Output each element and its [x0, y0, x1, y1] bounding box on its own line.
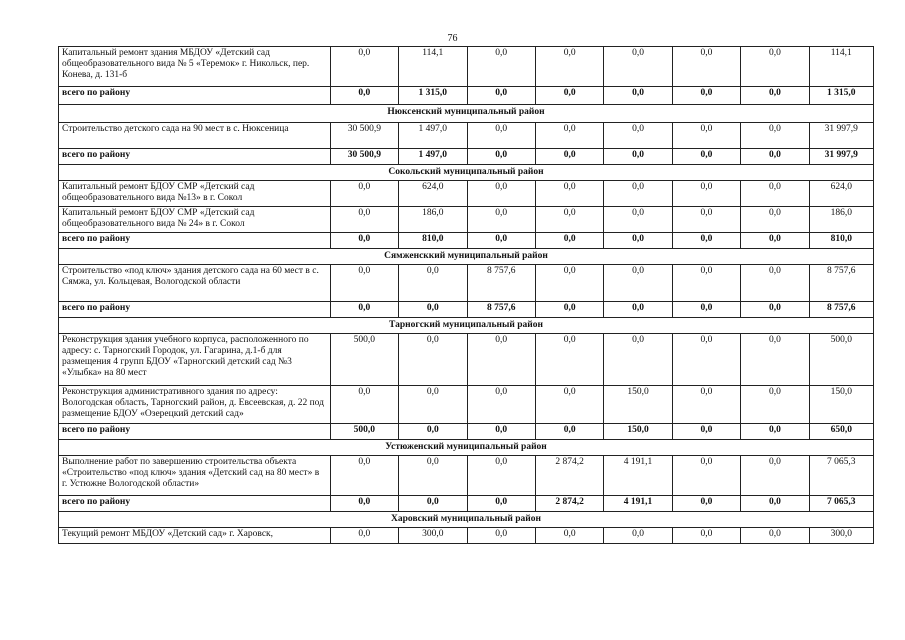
value-cell: 30 500,9	[330, 149, 398, 165]
district-header-row	[59, 318, 874, 334]
total-label: всего по району	[59, 149, 331, 165]
value-cell: 0,0	[330, 207, 398, 233]
value-cell: 114,1	[399, 47, 467, 87]
value-cell: 0,0	[672, 123, 740, 149]
object-name: Строительство детского сада на 90 мест в с. Нюксеница	[59, 123, 331, 149]
value-cell: 0,0	[330, 87, 398, 105]
value-cell: 0,0	[330, 496, 398, 512]
value-cell: 0,0	[535, 334, 603, 386]
total-value-cell: 1 315,0	[809, 87, 873, 105]
district-name: Тарногский муниципальный район	[59, 318, 874, 334]
district-total-row	[59, 424, 874, 440]
value-cell: 0,0	[741, 47, 809, 87]
value-cell: 1 315,0	[399, 87, 467, 105]
value-cell: 0,0	[741, 149, 809, 165]
value-cell: 0,0	[672, 424, 740, 440]
total-value-cell: 7 065,3	[809, 496, 873, 512]
value-cell: 8 757,6	[467, 265, 535, 302]
value-cell: 0,0	[604, 334, 672, 386]
total-value-cell: 150,0	[809, 386, 873, 424]
object-name: Реконструкция административного здания по адресу: Вологодская область, Тарногский район, д. Евсеевская, д. 22 под размещение БДОУ «Озерецкий детский сад»	[59, 386, 331, 424]
value-cell: 0,0	[535, 233, 603, 249]
table-row	[59, 528, 874, 544]
value-cell: 0,0	[535, 528, 603, 544]
total-value-cell: 8 757,6	[809, 302, 873, 318]
district-total-row	[59, 302, 874, 318]
object-name: Капитальный ремонт здания МБДОУ «Детский сад общеобразовательного вида № 5 «Теремок» г. Никольск, пер. Конева, д. 131-б	[59, 47, 331, 87]
value-cell: 0,0	[741, 424, 809, 440]
total-label: всего по району	[59, 233, 331, 249]
value-cell: 0,0	[604, 47, 672, 87]
page-number: 76	[447, 33, 458, 44]
value-cell: 0,0	[604, 265, 672, 302]
district-header-row	[59, 440, 874, 456]
value-cell: 2 874,2	[535, 456, 603, 496]
district-total-row	[59, 496, 874, 512]
value-cell: 0,0	[467, 87, 535, 105]
total-value-cell: 31 997,9	[809, 149, 873, 165]
object-name: Реконструкция здания учебного корпуса, расположенного по адресу: с. Тарногский Городок, ул. Гагарина, д.1-б для размещения 4 групп БДОУ «Тарногский детский сад №3 «Улыбка» на 80 мест	[59, 334, 331, 386]
value-cell: 0,0	[399, 386, 467, 424]
value-cell: 150,0	[604, 424, 672, 440]
district-total-row	[59, 87, 874, 105]
district-header-row	[59, 249, 874, 265]
total-value-cell: 186,0	[809, 207, 873, 233]
value-cell: 624,0	[399, 181, 467, 207]
total-value-cell: 810,0	[809, 233, 873, 249]
value-cell: 0,0	[741, 334, 809, 386]
table-row	[59, 265, 874, 302]
value-cell: 0,0	[741, 496, 809, 512]
value-cell: 0,0	[672, 181, 740, 207]
value-cell: 0,0	[672, 47, 740, 87]
value-cell: 0,0	[467, 334, 535, 386]
object-name: Капитальный ремонт БДОУ СМР «Детский сад общеобразовательного вида №13» в г. Сокол	[59, 181, 331, 207]
district-name: Харовский муниципальный район	[59, 512, 874, 528]
value-cell: 0,0	[741, 233, 809, 249]
value-cell: 0,0	[604, 149, 672, 165]
object-name: Капитальный ремонт БДОУ СМР «Детский сад общеобразовательного вида № 24» в г. Сокол	[59, 207, 331, 233]
total-value-cell: 624,0	[809, 181, 873, 207]
value-cell: 0,0	[535, 386, 603, 424]
value-cell: 0,0	[672, 149, 740, 165]
value-cell: 0,0	[741, 87, 809, 105]
value-cell: 0,0	[604, 181, 672, 207]
value-cell: 500,0	[330, 424, 398, 440]
value-cell: 0,0	[399, 456, 467, 496]
value-cell: 0,0	[604, 207, 672, 233]
value-cell: 0,0	[535, 265, 603, 302]
table-body	[59, 47, 874, 544]
table-row	[59, 123, 874, 149]
value-cell: 0,0	[604, 528, 672, 544]
value-cell: 0,0	[535, 181, 603, 207]
value-cell: 0,0	[672, 265, 740, 302]
value-cell: 300,0	[399, 528, 467, 544]
value-cell: 0,0	[604, 233, 672, 249]
value-cell: 0,0	[330, 181, 398, 207]
value-cell: 0,0	[535, 207, 603, 233]
value-cell: 0,0	[330, 302, 398, 318]
value-cell: 0,0	[330, 386, 398, 424]
value-cell: 1 497,0	[399, 149, 467, 165]
value-cell: 0,0	[467, 528, 535, 544]
value-cell: 0,0	[672, 302, 740, 318]
total-value-cell: 114,1	[809, 47, 873, 87]
value-cell: 4 191,1	[604, 456, 672, 496]
object-name: Текущий ремонт МБДОУ «Детский сад» г. Харовск,	[59, 528, 331, 544]
value-cell: 0,0	[741, 265, 809, 302]
value-cell: 0,0	[672, 87, 740, 105]
table-row	[59, 334, 874, 386]
value-cell: 0,0	[330, 528, 398, 544]
value-cell: 0,0	[535, 47, 603, 87]
value-cell: 0,0	[535, 424, 603, 440]
object-name: Выполнение работ по завершению строительства объекта «Строительство «под ключ» здания «Детский сад на 80 мест» в г. Устюжне Вологодской области»	[59, 456, 331, 496]
value-cell: 0,0	[467, 424, 535, 440]
value-cell: 0,0	[741, 302, 809, 318]
table-row	[59, 386, 874, 424]
total-value-cell: 650,0	[809, 424, 873, 440]
budget-table	[58, 46, 874, 544]
value-cell: 0,0	[330, 265, 398, 302]
value-cell: 0,0	[467, 456, 535, 496]
value-cell: 150,0	[604, 386, 672, 424]
table-row	[59, 181, 874, 207]
value-cell: 0,0	[467, 233, 535, 249]
total-label: всего по району	[59, 87, 331, 105]
value-cell: 0,0	[741, 181, 809, 207]
value-cell: 0,0	[741, 123, 809, 149]
value-cell: 0,0	[672, 456, 740, 496]
table-row	[59, 456, 874, 496]
value-cell: 500,0	[330, 334, 398, 386]
value-cell: 0,0	[672, 496, 740, 512]
value-cell: 186,0	[399, 207, 467, 233]
value-cell: 4 191,1	[604, 496, 672, 512]
district-header-row	[59, 512, 874, 528]
total-value-cell: 8 757,6	[809, 265, 873, 302]
value-cell: 0,0	[604, 123, 672, 149]
value-cell: 0,0	[399, 496, 467, 512]
value-cell: 0,0	[741, 386, 809, 424]
value-cell: 0,0	[535, 123, 603, 149]
value-cell: 0,0	[741, 207, 809, 233]
value-cell: 30 500,9	[330, 123, 398, 149]
value-cell: 0,0	[467, 149, 535, 165]
table-row	[59, 47, 874, 87]
value-cell: 0,0	[467, 47, 535, 87]
value-cell: 0,0	[604, 302, 672, 318]
value-cell: 0,0	[399, 334, 467, 386]
value-cell: 0,0	[672, 386, 740, 424]
value-cell: 0,0	[467, 207, 535, 233]
value-cell: 0,0	[467, 386, 535, 424]
district-total-row	[59, 233, 874, 249]
value-cell: 0,0	[672, 207, 740, 233]
value-cell: 0,0	[672, 528, 740, 544]
value-cell: 0,0	[399, 302, 467, 318]
value-cell: 0,0	[330, 47, 398, 87]
object-name: Строительство «под ключ» здания детского сада на 60 мест в с. Сямжа, ул. Кольцевая, Вологодской области	[59, 265, 331, 302]
total-label: всего по району	[59, 302, 331, 318]
value-cell: 8 757,6	[467, 302, 535, 318]
value-cell: 0,0	[330, 456, 398, 496]
district-name: Сокольский муниципальный район	[59, 165, 874, 181]
value-cell: 0,0	[467, 496, 535, 512]
value-cell: 0,0	[672, 334, 740, 386]
district-total-row	[59, 149, 874, 165]
total-label: всего по району	[59, 496, 331, 512]
district-header-row	[59, 105, 874, 123]
district-name: Нюксенский муниципальный район	[59, 105, 874, 123]
value-cell: 0,0	[535, 87, 603, 105]
value-cell: 0,0	[741, 528, 809, 544]
value-cell: 0,0	[535, 149, 603, 165]
value-cell: 0,0	[741, 456, 809, 496]
district-header-row	[59, 165, 874, 181]
total-value-cell: 7 065,3	[809, 456, 873, 496]
value-cell: 810,0	[399, 233, 467, 249]
total-label: всего по району	[59, 424, 331, 440]
table-row	[59, 207, 874, 233]
district-name: Сямженсккий муниципальный район	[59, 249, 874, 265]
total-value-cell: 500,0	[809, 334, 873, 386]
value-cell: 0,0	[604, 87, 672, 105]
value-cell: 0,0	[399, 265, 467, 302]
value-cell: 0,0	[399, 424, 467, 440]
value-cell: 2 874,2	[535, 496, 603, 512]
value-cell: 0,0	[467, 123, 535, 149]
value-cell: 0,0	[467, 181, 535, 207]
district-name: Устюженский муниципальный район	[59, 440, 874, 456]
value-cell: 0,0	[535, 302, 603, 318]
value-cell: 0,0	[330, 233, 398, 249]
value-cell: 0,0	[672, 233, 740, 249]
total-value-cell: 300,0	[809, 528, 873, 544]
total-value-cell: 31 997,9	[809, 123, 873, 149]
value-cell: 1 497,0	[399, 123, 467, 149]
